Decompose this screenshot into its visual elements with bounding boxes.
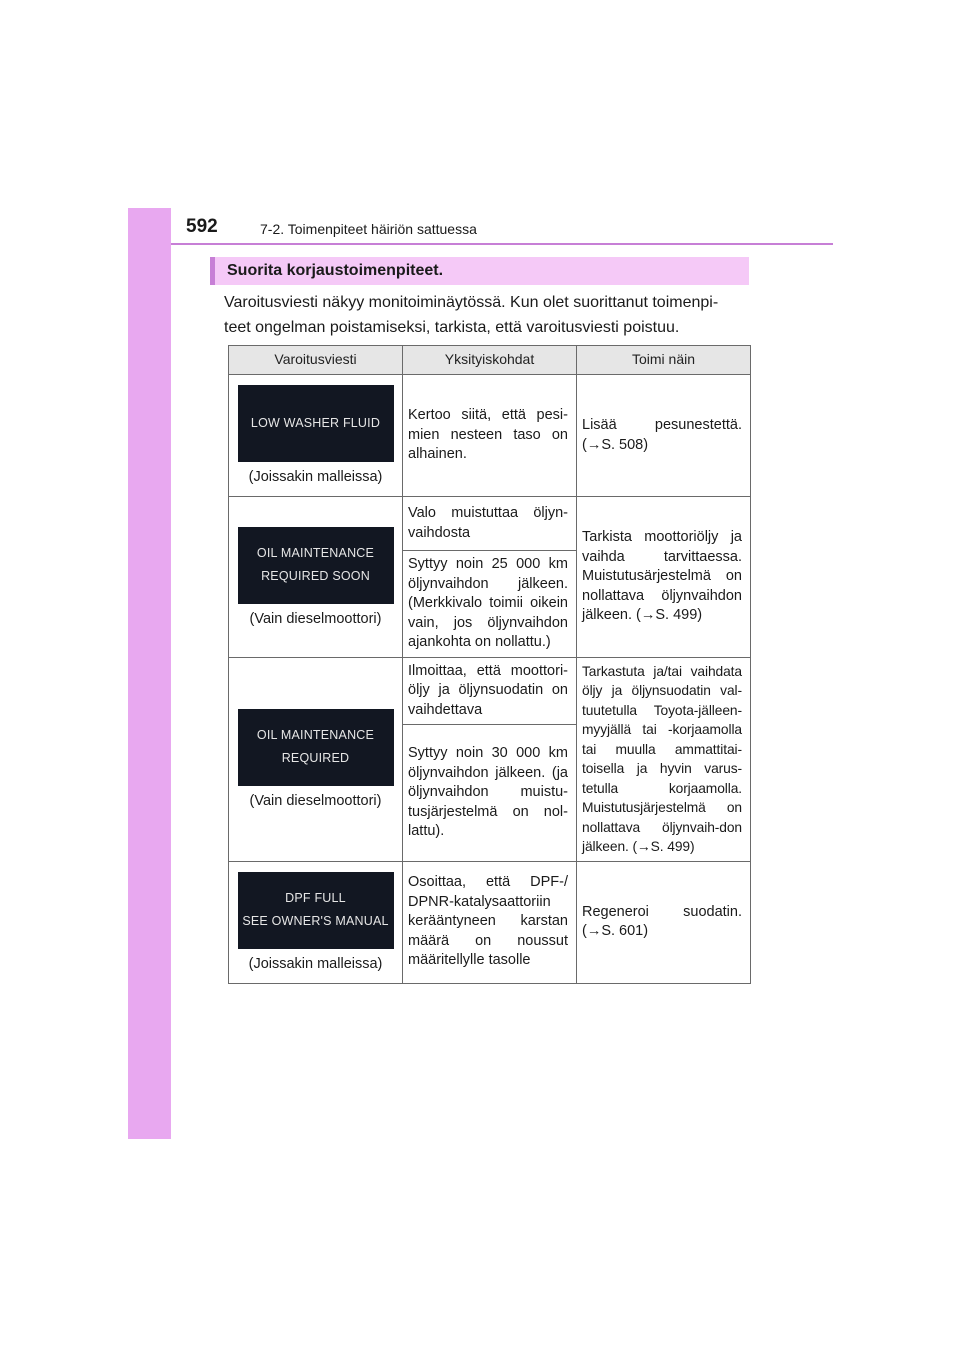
details-cell: Syttyy noin 30 000 km öljynvaihdon jälkeen. (ja öljynvaihdon muistu-tusjärjestelmä on nol-lattu). (403, 725, 577, 861)
warning-message-table (228, 345, 751, 984)
details-cell: Kertoo siitä, että pesi-mien nesteen taso on alhainen. (403, 375, 577, 497)
model-caption: (Joissakin malleissa) (248, 469, 383, 486)
display-text-line: REQUIRED (281, 751, 350, 766)
display-text-line: OIL MAINTENANCE (256, 546, 375, 560)
table-row (229, 861, 751, 983)
message-cell (229, 497, 403, 658)
details-cell: Valo muistuttaa öljyn-vaihdosta (403, 497, 577, 551)
chapter-side-strip (128, 208, 171, 1139)
header-divider (171, 243, 833, 245)
display-message-image (238, 385, 394, 462)
display-text-line: SEE OWNER'S MANUAL (242, 914, 389, 929)
display-text-line: DPF FULL (285, 891, 346, 906)
chapter-title: 7-2. Toimenpiteet häiriön sattuessa (260, 221, 477, 237)
table-row (229, 657, 751, 725)
message-cell (229, 861, 403, 983)
intro-line: teet ongelman poistamiseksi, tarkista, että varoitusviesti poistuu. (224, 319, 680, 336)
column-header-message: Varoitusviesti (229, 346, 403, 375)
column-header-details: Yksityiskohdat (403, 346, 577, 375)
model-caption: (Vain dieselmoottori) (249, 792, 382, 809)
message-cell (229, 375, 403, 497)
action-cell: Tarkista moottoriöljy ja vaihda tarvittaessa. Muistutusärjestelmä on nollattava öljynvaihdon jälkeen. (→S. 499) (577, 497, 751, 658)
column-header-action: Toimi näin (577, 346, 751, 375)
intro-line: Varoitusviesti näkyy monitoiminäytössä. Kun olet suorittanut toimenpi- (224, 294, 719, 311)
section-title: Suorita korjaustoimenpiteet. (227, 262, 444, 279)
display-text-line: REQUIRED SOON (261, 569, 370, 583)
message-cell (229, 657, 403, 861)
action-cell: Regeneroi suodatin. (→S. 601) (577, 861, 751, 983)
intro-text (224, 290, 754, 340)
details-cell: Syttyy noin 25 000 km öljynvaihdon jälkeen. (Merkkivalo toimii oikein vain, jos öljynvaihdon ajankohta on nollattu.) (403, 551, 577, 658)
table-header-row (229, 346, 751, 375)
page-number: 592 (186, 216, 218, 237)
model-caption: (Vain dieselmoottori) (249, 610, 382, 627)
action-cell: Lisää pesunestettä. (→S. 508) (577, 375, 751, 497)
display-message-image (238, 527, 394, 604)
details-cell: Osoittaa, että DPF-/ DPNR-katalysaattoriin kerääntyneen karstan määrä on noussut määritellylle tasolle (403, 861, 577, 983)
display-message-image (238, 872, 394, 949)
display-message-image (238, 709, 394, 786)
section-heading-bar (210, 257, 749, 285)
table-row (229, 497, 751, 551)
table-row (229, 375, 751, 497)
display-text-line: LOW WASHER FLUID (250, 416, 381, 431)
model-caption: (Joissakin malleissa) (248, 955, 383, 972)
display-text-line: OIL MAINTENANCE (256, 728, 375, 743)
details-cell: Ilmoittaa, että moottori-öljy ja öljynsuodatin on vaihdettava (403, 657, 577, 725)
action-cell: Tarkastuta ja/tai vaihdata öljy ja öljynsuodatin val-tuutetulla Toyota-jälleen-myyjällä tai -korjaamolla tai muulla ammattitai-toisella ja hyvin varus-tetulla korjaamolla. Muistutusjärjestelmä on nollattava öljynvaih-don jälkeen. (→S. 499) (577, 657, 751, 861)
